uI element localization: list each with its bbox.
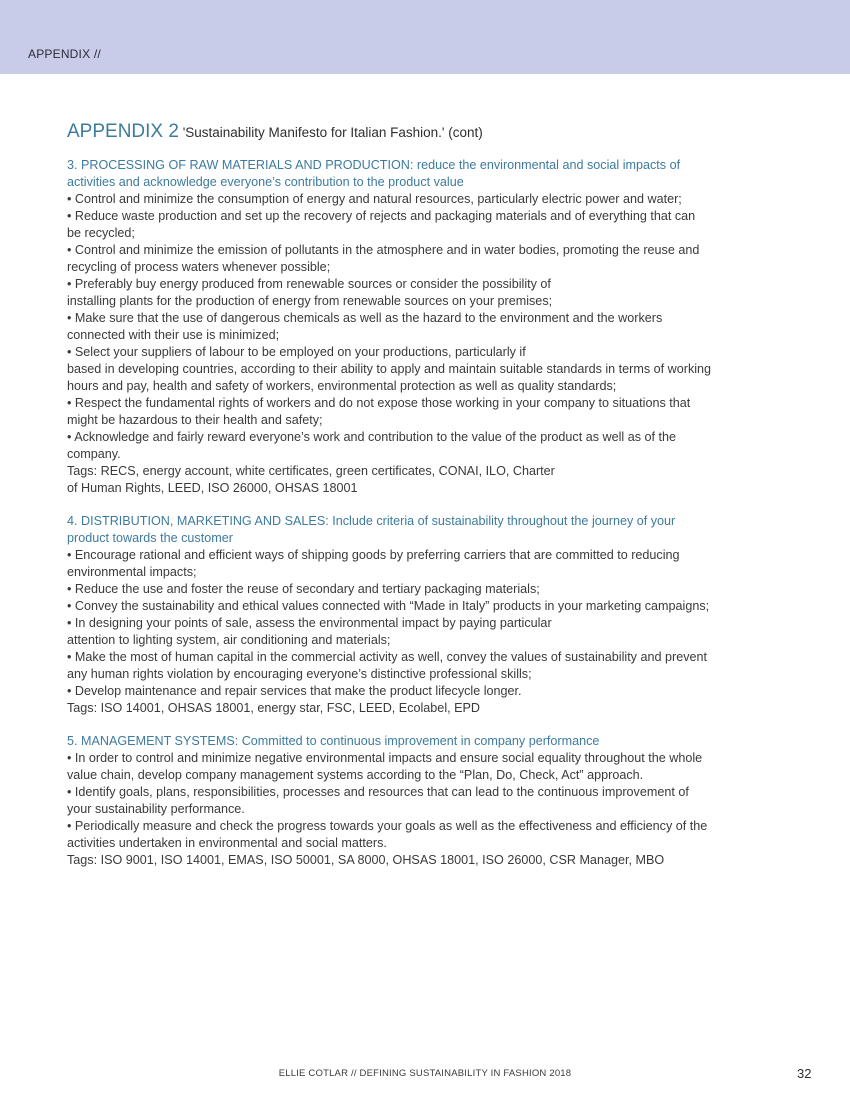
body-line: • Select your suppliers of labour to be employed on your productions, particularly if [67, 345, 526, 359]
title-subtitle: 'Sustainability Manifesto for Italian Fashion.' (cont) [178, 125, 483, 140]
body-line: • Encourage rational and efficient ways of shipping goods by preferring carriers that are committed to reducing [67, 548, 680, 562]
section-heading [67, 513, 789, 547]
body-line: • Reduce waste production and set up the recovery of rejects and packaging materials and of everything that can [67, 209, 696, 223]
title-main: APPENDIX 2 [67, 121, 179, 142]
section-heading [67, 157, 789, 191]
heading-line: product towards the customer [67, 531, 233, 545]
body-line: be recycled; [67, 226, 135, 240]
body-line: attention to lighting system, air conditioning and materials; [67, 633, 391, 647]
body-line: environmental impacts; [67, 565, 197, 579]
tags-line: Tags: ISO 14001, OHSAS 18001, energy star, FSC, LEED, Ecolabel, EPD [67, 701, 481, 715]
body-line: your sustainability performance. [67, 802, 245, 816]
page-title [67, 120, 789, 145]
body-line: • Preferably buy energy produced from renewable sources or consider the possibility of [67, 277, 551, 291]
tags-line: of Human Rights, LEED, ISO 26000, OHSAS 18001 [67, 481, 358, 495]
body-line: • Control and minimize the emission of pollutants in the atmosphere and in water bodies, promoting the reuse and [67, 243, 700, 257]
body-line: connected with their use is minimized; [67, 328, 280, 342]
body-line: value chain, develop company management systems according to the “Plan, Do, Check, Act” approach. [67, 768, 644, 782]
body-line: • In designing your points of sale, assess the environmental impact by paying particular [67, 616, 552, 630]
body-line: • Make the most of human capital in the commercial activity as well, convey the values of sustainability and prevent [67, 650, 707, 664]
section-processing [67, 157, 789, 497]
heading-line: 4. DISTRIBUTION, MARKETING AND SALES: Include criteria of sustainability throughout the journey of your [67, 514, 676, 528]
body-line: recycling of process waters whenever possible; [67, 260, 331, 274]
section-heading [67, 733, 789, 750]
body-line: hours and pay, health and safety of workers, environmental protection as well as quality standards; [67, 379, 617, 393]
header-label: APPENDIX // [28, 47, 101, 61]
section-distribution [67, 513, 789, 717]
heading-line: 5. MANAGEMENT SYSTEMS: Committed to continuous improvement in company performance [67, 734, 600, 748]
header-band [0, 0, 850, 74]
footer-text: ELLIE COTLAR // DEFINING SUSTAINABILITY IN FASHION 2018 [278, 1068, 572, 1079]
body-line: installing plants for the production of energy from renewable sources on your premises; [67, 294, 553, 308]
body-line: • In order to control and minimize negative environmental impacts and ensure social equality throughout the whole [67, 751, 703, 765]
body-line: • Control and minimize the consumption of energy and natural resources, particularly electric power and water; [67, 192, 682, 206]
tags-line: Tags: ISO 9001, ISO 14001, EMAS, ISO 50001, SA 8000, OHSAS 18001, ISO 26000, CSR Manager, MBO [67, 853, 665, 867]
tags-line: Tags: RECS, energy account, white certificates, green certificates, CONAI, ILO, Charter [67, 464, 555, 478]
body-line: might be hazardous to their health and safety; [67, 413, 323, 427]
body-line: • Periodically measure and check the progress towards your goals as well as the effectiveness and efficiency of the [67, 819, 708, 833]
body-line: activities undertaken in environmental and social matters. [67, 836, 387, 850]
body-line: • Develop maintenance and repair services that make the product lifecycle longer. [67, 684, 522, 698]
page-number: 32 [797, 1066, 812, 1081]
body-line: • Make sure that the use of dangerous chemicals as well as the hazard to the environment and the workers [67, 311, 663, 325]
body-line: any human rights violation by encouraging everyone’s distinctive professional skills; [67, 667, 532, 681]
body-line: • Identify goals, plans, responsibilities, processes and resources that can lead to the continuous improvement of [67, 785, 689, 799]
body-line: • Respect the fundamental rights of workers and do not expose those working in your company to situations that [67, 396, 691, 410]
heading-line: 3. PROCESSING OF RAW MATERIALS AND PRODUCTION: reduce the environmental and social impacts of [67, 158, 681, 172]
body-line: • Acknowledge and fairly reward everyone’s work and contribution to the value of the product as well as of the [67, 430, 677, 444]
section-management [67, 733, 789, 869]
body-line: company. [67, 447, 121, 461]
page-content [67, 120, 789, 885]
heading-line: activities and acknowledge everyone’s contribution to the product value [67, 175, 464, 189]
body-line: • Reduce the use and foster the reuse of secondary and tertiary packaging materials; [67, 582, 540, 596]
body-line: based in developing countries, according to their ability to apply and maintain suitable standards in terms of working [67, 362, 712, 376]
body-line: • Convey the sustainability and ethical values connected with “Made in Italy” products in your marketing campaigns; [67, 599, 710, 613]
